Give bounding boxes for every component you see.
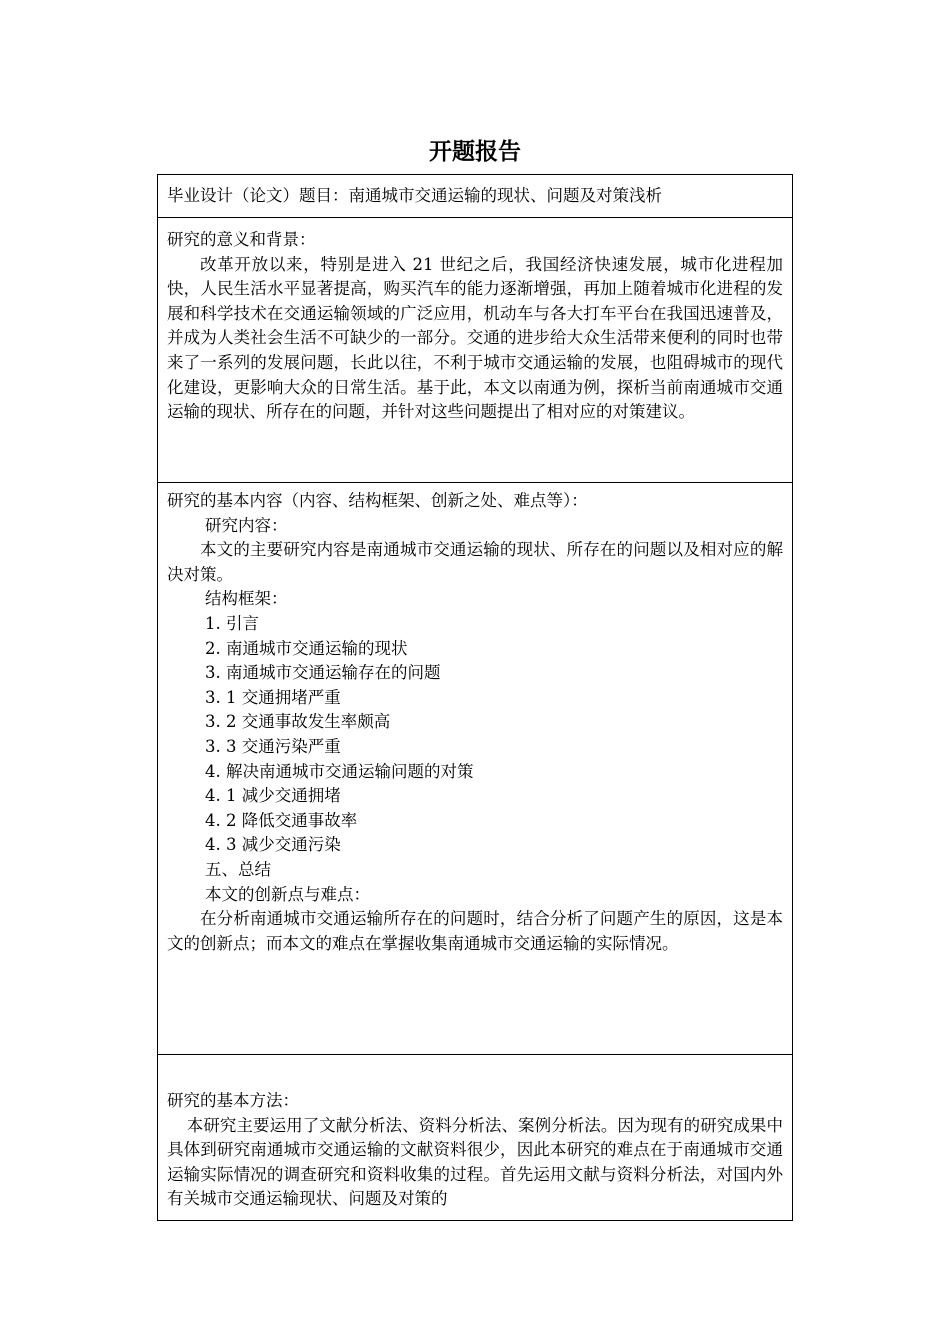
topic-cell bbox=[158, 175, 792, 217]
research-content-subheading: 研究内容： bbox=[205, 515, 288, 535]
page-title: 开题报告 bbox=[429, 139, 521, 165]
thesis-topic: 毕业设计（论文）题目：南通城市交通运输的现状、问题及对策浅析 bbox=[167, 186, 662, 205]
innovation-subheading: 本文的创新点与难点： bbox=[205, 884, 370, 904]
outline-item: 3. 1 交通拥堵严重 bbox=[205, 687, 341, 707]
content-heading: 研究的基本内容（内容、结构框架、创新之处、难点等）： bbox=[167, 491, 588, 510]
outline-item: 3. 2 交通事故发生率颇高 bbox=[205, 712, 391, 732]
method-body: 本研究主要运用了文献分析法、资料分析法、案例分析法。因为现有的研究成果中具体到研究南通城市交通运输的文献资料很少，因此本研究的难点在于南通城市交通运输实际情况的调查研究和资料收集的过程。首先运用文献与资料分析法，对国内外有关城市交通运输现状、问题及对策的 bbox=[167, 1115, 783, 1209]
method-cell bbox=[158, 1054, 792, 1220]
outline-item: 2. 南通城市交通运输的现状 bbox=[205, 638, 408, 658]
outline-item: 1. 引言 bbox=[205, 613, 259, 633]
outline-item: 4. 解决南通城市交通运输问题的对策 bbox=[205, 761, 474, 781]
content-cell bbox=[158, 482, 792, 1054]
outline-item: 4. 1 减少交通拥堵 bbox=[205, 786, 341, 806]
report-table bbox=[157, 174, 793, 1221]
outline-item: 3. 3 交通污染严重 bbox=[205, 736, 341, 756]
background-body: 改革开放以来，特别是进入 21 世纪之后，我国经济快速发展，城市化进程加快，人民生活水平显著提高，购买汽车的能力逐渐增强，再加上随着城市化进程的发展和科学技术在交通运输领域的广泛应用，机动车与各大打车平台在我国迅速普及，并成为人类社会生活不可缺少的一部分。交通的进步给大众生活带来便利的同时也带来了一系列的发展问题，长此以往，不利于城市交通运输的发展，也阻碍城市的现代化建设，更影响大众的日常生活。基于此，本文以南通为例，探析当前南通城市交通运输的现状、所存在的问题，并针对这些问题提出了相对应的对策建议。 bbox=[167, 254, 783, 422]
innovation-paragraph: 在分析南通城市交通运输所存在的问题时，结合分析了问题产生的原因，这是本文的创新点；而本文的难点在掌握收集南通城市交通运输的实际情况。 bbox=[167, 909, 783, 953]
outline-item: 五、总结 bbox=[205, 859, 271, 879]
background-cell bbox=[158, 217, 792, 482]
outline-item: 4. 3 减少交通污染 bbox=[205, 835, 341, 855]
outline-item: 3. 南通城市交通运输存在的问题 bbox=[205, 663, 441, 683]
method-heading: 研究的基本方法： bbox=[167, 1091, 299, 1110]
research-content-paragraph: 本文的主要研究内容是南通城市交通运输的现状、所存在的问题以及相对应的解决对策。 bbox=[167, 540, 783, 584]
background-heading: 研究的意义和背景： bbox=[167, 230, 316, 249]
structure-subheading: 结构框架： bbox=[205, 589, 288, 609]
outline-item: 4. 2 降低交通事故率 bbox=[205, 810, 358, 830]
